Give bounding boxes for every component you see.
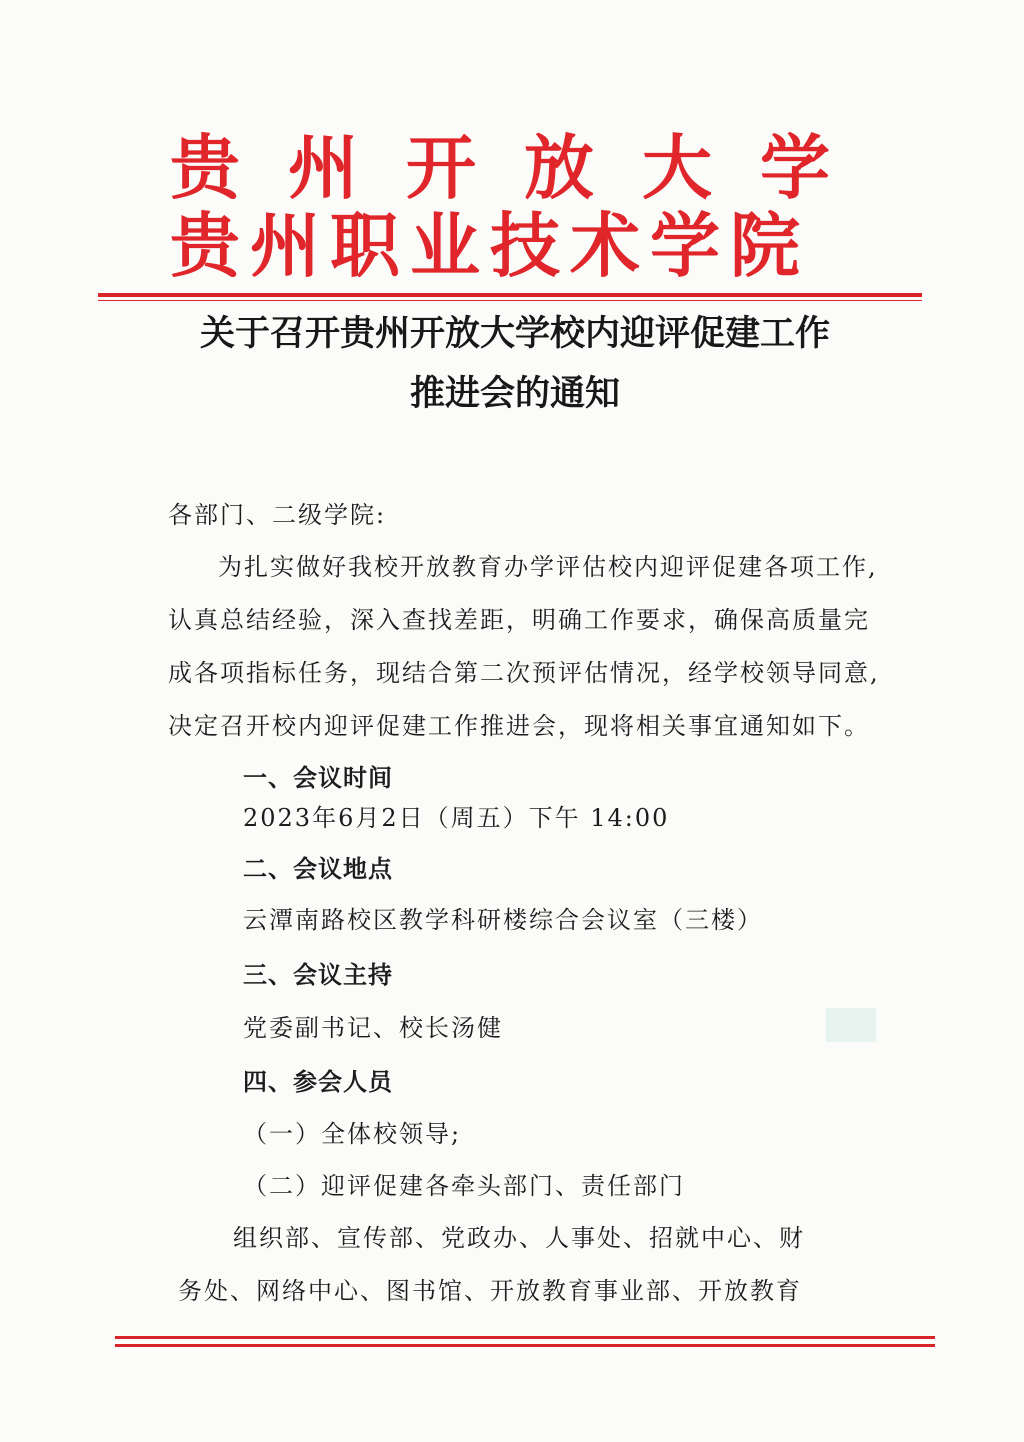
notice-title-line-1: 关于召开贵州开放大学校内迎评促建工作 xyxy=(199,314,830,354)
footer-rule-top xyxy=(115,1336,935,1339)
section-attendees-heading: 四、参会人员 xyxy=(243,1068,393,1096)
intro-line-4: 决定召开校内迎评促建工作推进会，现将相关事宜通知如下。 xyxy=(168,712,870,740)
attendees-item-2: （二）迎评促建各牵头部门、责任部门 xyxy=(243,1172,685,1200)
section-place-heading: 二、会议地点 xyxy=(243,855,393,883)
section-time-heading: 一、会议时间 xyxy=(243,764,393,792)
attendees-item-1: （一）全体校领导; xyxy=(243,1120,462,1148)
masthead-rule-thick xyxy=(98,293,922,297)
footer-rule-bottom xyxy=(115,1344,935,1347)
salutation: 各部门、二级学院: xyxy=(168,501,387,529)
section-host-heading: 三、会议主持 xyxy=(243,961,393,989)
intro-line-1: 为扎实做好我校开放教育办学评估校内迎评促建各项工作, xyxy=(218,553,878,581)
section-host-content: 党委副书记、校长汤健 xyxy=(243,1014,503,1042)
section-time-content: 2023年6月2日（周五）下午 14:00 xyxy=(243,804,670,832)
departments-line-2: 务处、网络中心、图书馆、开放教育事业部、开放教育 xyxy=(178,1277,802,1305)
masthead-line-2: 贵州职业技术学院 xyxy=(170,205,810,287)
faint-stamp-mark xyxy=(826,1008,876,1042)
notice-title-line-2: 推进会的通知 xyxy=(409,374,620,414)
departments-line-1: 组织部、宣传部、党政办、人事处、招就中心、财 xyxy=(233,1224,805,1252)
section-place-content: 云潭南路校区教学科研楼综合会议室（三楼） xyxy=(243,906,763,934)
masthead-line-1: 贵州开放大学 xyxy=(170,127,878,209)
masthead-rule-thin xyxy=(98,300,922,301)
intro-line-2: 认真总结经验，深入查找差距，明确工作要求，确保高质量完 xyxy=(168,606,870,634)
intro-line-3: 成各项指标任务，现结合第二次预评估情况，经学校领导同意, xyxy=(168,659,880,687)
